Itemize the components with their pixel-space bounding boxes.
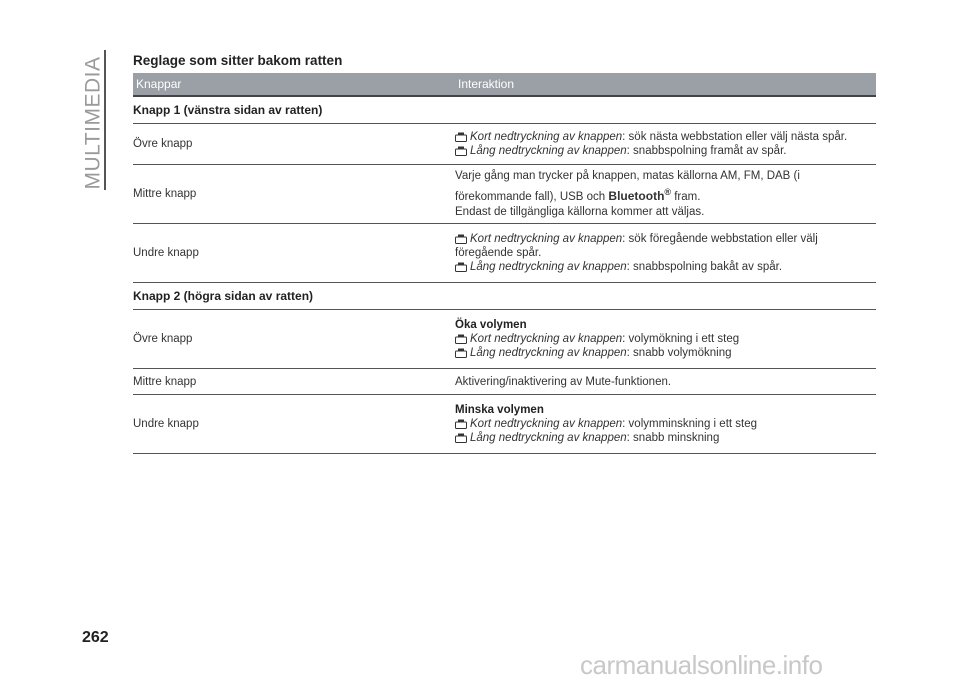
bluetooth-brand: Bluetooth [608,188,665,203]
button-press-icon [455,132,467,142]
interaction-text: Endast de tillgängliga källorna kommer att väljas. [455,206,705,219]
button-press-icon [455,433,467,443]
interaction-text: föregående spår. [455,247,542,259]
watermark: carmanualsonline.info [580,650,823,680]
list-item: Lång nedtryckning av knappen: snabbspolning framåt av spår. [455,144,876,158]
table-row [133,224,876,283]
interaction-heading: Öka volymen [455,319,527,331]
interaction-cell [455,226,876,280]
interaction-heading: Minska volymen [455,404,544,416]
table-row [133,395,876,454]
interaction-text: förekommande fall), USB och Bluetooth® fram. [455,186,701,203]
section-heading-knapp-1: Knapp 1 (vänstra sidan av ratten) [133,97,876,124]
table-row [133,124,876,165]
button-name: Övre knapp [133,333,193,345]
list-item: Lång nedtryckning av knappen: snabb volymökning [455,346,876,360]
interaction-text: Varje gång man trycker på knappen, matas källorna AM, FM, DAB (i [455,169,800,182]
list-item: Kort nedtryckning av knappen: sök föregående webbstation eller välj [455,232,876,246]
button-name: Mittre knapp [133,375,197,388]
list-item: Lång nedtryckning av knappen: snabbspolning bakåt av spår. [455,260,876,274]
button-name: Mittre knapp [133,188,197,200]
button-press-icon [455,348,467,358]
button-press-icon [455,262,467,272]
list-item: Kort nedtryckning av knappen: volymminskning i ett steg [455,417,876,431]
page-number: 262 [82,629,109,646]
button-name: Undre knapp [133,247,199,259]
list-item: Lång nedtryckning av knappen: snabb minskning [455,431,876,445]
section-divider [104,50,106,190]
section-tab [81,56,105,189]
button-press-icon [455,334,467,344]
list-item: Kort nedtryckning av knappen: sök nästa webbstation eller välj nästa spår. [455,130,876,144]
controls-table [133,73,876,454]
table-row [133,165,876,224]
section-tab-label: MULTIMEDIA [81,56,105,189]
table-header [133,73,876,97]
button-press-icon [455,146,467,156]
interaction-cell [455,163,876,226]
registered-mark: ® [664,186,672,197]
button-press-icon [455,419,467,429]
button-name: Undre knapp [133,418,199,430]
interaction-cell [455,124,876,164]
page-title: Reglage som sitter bakom ratten [133,53,343,68]
interaction-text: Aktivering/inaktivering av Mute-funktionen. [455,375,672,388]
table-row [133,369,876,395]
button-name: Övre knapp [133,138,193,150]
header-knappar: Knappar [136,77,182,91]
list-item: Kort nedtryckning av knappen: volymökning i ett steg [455,332,876,346]
header-interaktion: Interaktion [458,77,515,91]
interaction-cell [455,312,876,366]
button-press-icon [455,234,467,244]
table-row [133,310,876,369]
interaction-cell [455,397,876,451]
section-heading-knapp-2: Knapp 2 (högra sidan av ratten) [133,283,876,310]
